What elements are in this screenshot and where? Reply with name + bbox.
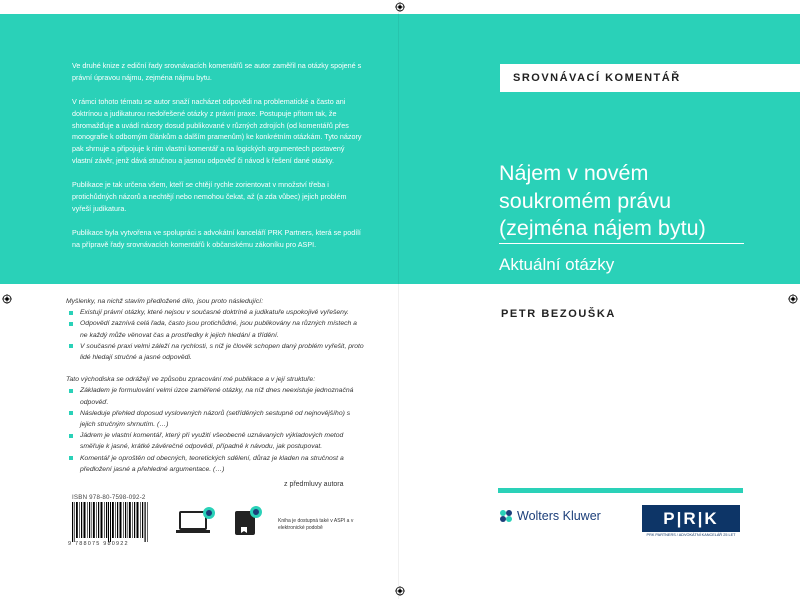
barcode-icon	[70, 502, 150, 542]
isbn: ISBN 978-80-7598-092-2	[72, 494, 146, 501]
back-cover-blurb	[72, 60, 362, 263]
partner-logo: P|R|K	[642, 505, 740, 532]
accent-bar	[498, 488, 743, 493]
blurb-paragraph: Publikace je tak určena všem, kteří se chtějí rychle zorientovat v množství třeba i protichůdných názorů a nechtějí nebo nemohou čekat, až (a zda vůbec) jejich problém vyřeší judikatura.	[72, 180, 347, 213]
title-divider	[499, 243, 744, 244]
series-label: SROVNÁVACÍ KOMENTÁŘ	[513, 72, 681, 84]
registration-mark-icon	[2, 294, 12, 304]
preface-signoff: z předmluvy autora	[284, 481, 344, 488]
list-item: Komentář je oproštěn od obecných, teoretických sdělení, důraz je kladen na stručnost a předložení jasné a přehledné argumentace. (…)	[66, 453, 366, 475]
registration-mark-icon	[395, 2, 405, 12]
blurb-paragraph: Publikace byla vytvořena ve spolupráci s advokátní kanceláří PRK Partners, která se podílí na přípravě řady srovnávacích komentářů k občanskému zákoníku pro ASPI.	[72, 228, 361, 250]
wolters-kluwer-logo-icon	[499, 509, 513, 523]
title-line: (zejména nájem bytu)	[499, 216, 706, 240]
blurb-paragraph: V rámci tohoto tématu se autor snaží nacházet odpovědi na problematické a často ani doktrínou a judikaturou nedořešené otázky z právní praxe. Postupuje přitom tak, že shromažďuje a uvádí názory dosud publikované v různých zdrojích (od komentářů přes monografie k odborným článkům a dalším pramenům) ke konkrétním otázkám. Tyto názory pak shrnuje a připojuje k nim vlastní komentář a na logických argumentech postavený vlastní závěr, jenž dává stručnou a jasnou odpověď či návod k řešení dané otázky.	[72, 97, 362, 166]
registration-mark-icon	[788, 294, 798, 304]
registration-mark-icon	[395, 586, 405, 596]
barcode-digits: 9 788075 980922	[68, 541, 129, 547]
thoughts-list	[66, 307, 366, 363]
approach-list	[66, 385, 366, 475]
approach-intro: Tato východiska se odrážejí ve způsobu zpracování mé publikace a v její struktuře:	[66, 376, 316, 384]
title-line: Nájem v novém	[499, 161, 649, 185]
author-thoughts	[66, 296, 366, 486]
spine-fold	[398, 0, 399, 599]
partner-subtitle: PRK PARTNERS / ADVOKÁTNÍ KANCELÁŘ 25 LET	[646, 533, 736, 537]
list-item: Jádrem je vlastní komentář, který při využití všeobecně uznávaných výkladových metod směřuje k jasné, krátké závěrečné odpovědi, případně k návodu, jak postupovat.	[66, 430, 366, 452]
thoughts-intro: Myšlenky, na nichž stavím předložené dílo, jsou proto následující:	[66, 298, 264, 305]
list-item: Existují právní otázky, které nejsou v současné doktríně a judikatuře uspokojivě vyřešeny.	[66, 307, 366, 318]
list-item: V současné praxi velmi záleží na rychlosti, s níž je člověk schopen daný problém vyřešit, proto lidé hledají stručné a jasné odpovědi.	[66, 341, 366, 363]
laptop-icon	[175, 506, 217, 538]
publisher-logo	[499, 509, 601, 523]
list-item: Odpovědí zaznívá celá řada, často jsou protichůdné, jsou publikovány na různých místech a ne každý může věnovat čas a prostředky k jejich hledání a třídění.	[66, 318, 366, 340]
publisher-name: Wolters Kluwer	[517, 509, 601, 523]
list-item: Následuje přehled doposud vyslovených názorů (setříděných sestupně od nejnovějšího) s jejich stručným shrnutím. (…)	[66, 408, 366, 430]
availability-note: Kniha je dostupná také v ASPI a v elektronické podobě	[278, 518, 354, 531]
book-subtitle: Aktuální otázky	[499, 255, 615, 274]
title-line: soukromém právu	[499, 188, 672, 213]
ebook-icon	[232, 505, 264, 537]
book-title	[499, 160, 769, 243]
blurb-paragraph: Ve druhé knize z ediční řady srovnávacích komentářů se autor zaměřil na otázky spojené s právní úpravou nájmu, zejména nájmu bytu.	[72, 61, 362, 82]
author-name: PETR BEZOUŠKA	[501, 308, 616, 320]
list-item: Základem je formulování velmi úzce zaměřené otázky, na níž dnes neexistuje jednoznačná odpověď.	[66, 385, 366, 407]
